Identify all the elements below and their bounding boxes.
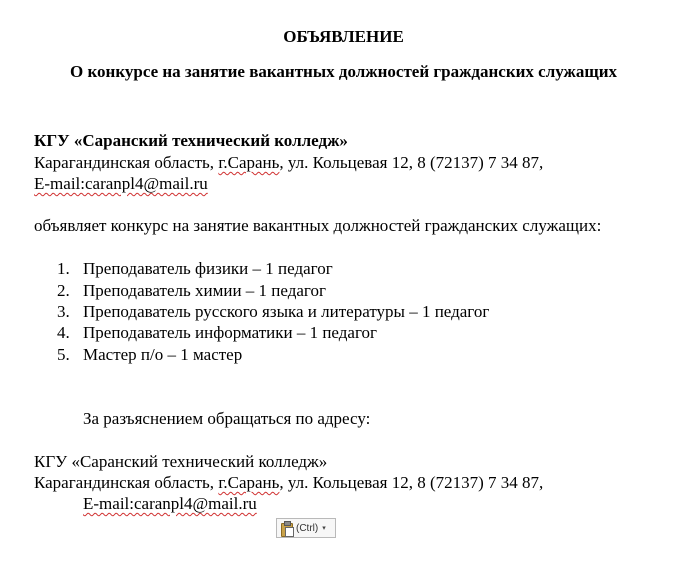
document-subtitle: О конкурсе на занятие вакантных должностей гражданских служащих bbox=[69, 62, 618, 81]
chevron-down-icon: ▾ bbox=[322, 525, 326, 532]
clipboard-icon bbox=[280, 521, 294, 536]
org-address-city: г.Сарань bbox=[218, 153, 280, 172]
list-item: Преподаватель информатики – 1 педагог bbox=[83, 323, 377, 342]
list-item: Преподаватель физики – 1 педагог bbox=[83, 259, 333, 278]
list-item-number: 5. bbox=[57, 345, 70, 364]
org-email[interactable]: E-mail:caranpl4@mail.ru bbox=[34, 174, 208, 193]
org-address-suffix: , ул. Кольцевая 12, 8 (72137) 7 34 87, bbox=[279, 153, 544, 172]
contact-intro: За разъяснением обращаться по адресу: bbox=[83, 409, 371, 428]
list-item-number: 1. bbox=[57, 259, 70, 278]
list-item: Преподаватель русского языка и литературы – 1 педагог bbox=[83, 302, 490, 321]
list-item: Преподаватель химии – 1 педагог bbox=[83, 281, 326, 300]
contact-email[interactable]: E-mail:caranpl4@mail.ru bbox=[83, 494, 257, 513]
contact-name: КГУ «Саранский технический колледж» bbox=[34, 452, 328, 471]
paste-options-button[interactable] bbox=[276, 518, 336, 538]
org-address-prefix: Карагандинская область, bbox=[34, 153, 219, 172]
contact-address-prefix: Карагандинская область, bbox=[34, 473, 219, 492]
list-item-number: 4. bbox=[57, 323, 70, 342]
announcement-text: объявляет конкурс на занятие вакантных должностей гражданских служащих: bbox=[34, 216, 602, 235]
contact-address-city: г.Сарань bbox=[218, 473, 280, 492]
list-item: Мастер п/о – 1 мастер bbox=[83, 345, 243, 364]
document-title: ОБЪЯВЛЕНИЕ bbox=[283, 27, 404, 46]
contact-address bbox=[34, 473, 543, 493]
paste-options-label: (Ctrl) bbox=[296, 522, 319, 534]
org-name: КГУ «Саранский технический колледж» bbox=[34, 131, 348, 150]
contact-address-suffix: , ул. Кольцевая 12, 8 (72137) 7 34 87, bbox=[279, 473, 544, 492]
list-item-number: 3. bbox=[57, 302, 70, 321]
list-item-number: 2. bbox=[57, 281, 70, 300]
org-address bbox=[34, 153, 543, 173]
